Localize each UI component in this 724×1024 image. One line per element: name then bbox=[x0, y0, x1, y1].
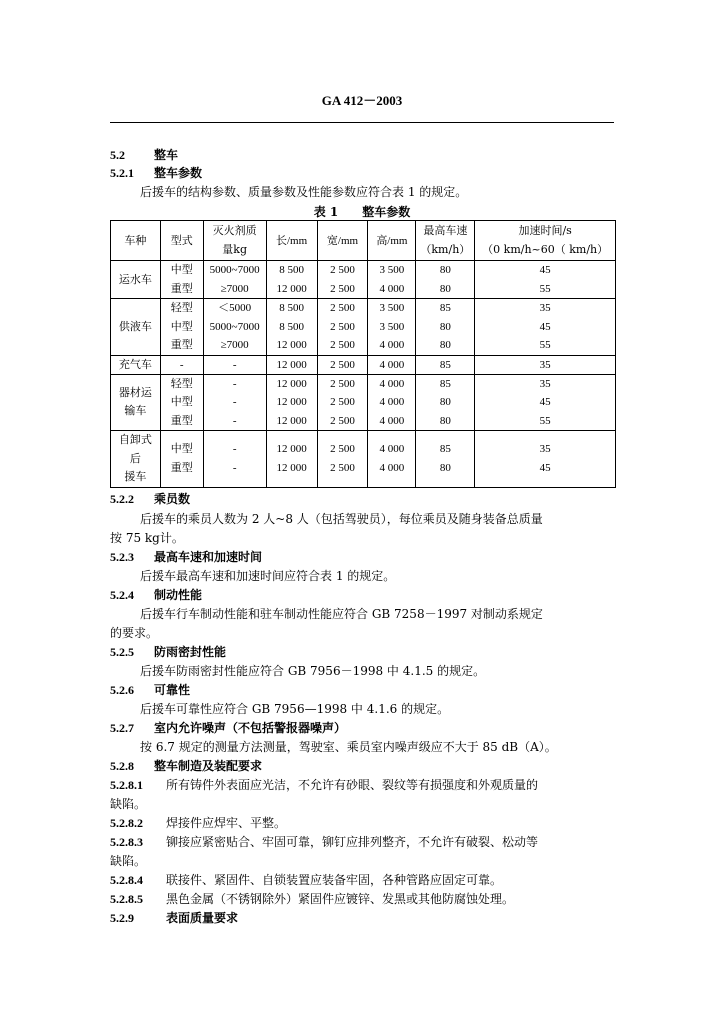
cell-value: 85 bbox=[439, 377, 451, 390]
section-number: 5.2.5 bbox=[110, 645, 134, 659]
paragraph: 后援车的结构参数、质量参数及性能参数应符合表 1 的规定。 bbox=[140, 185, 468, 199]
cell-value: 55 bbox=[539, 282, 551, 295]
model-cell bbox=[160, 431, 203, 488]
header-line: 灭火剂质 bbox=[212, 224, 257, 237]
paragraph-line: 后援车可靠性应符合 GB 7956—1998 中 4.1.6 的规定。 bbox=[140, 702, 450, 716]
cell-value: 55 bbox=[539, 339, 551, 351]
cell-value: 12 000 bbox=[276, 339, 307, 351]
cell-value: 35 bbox=[539, 302, 551, 314]
section-number: 5.2.8 bbox=[110, 759, 134, 773]
section-5-2-3-heading bbox=[110, 548, 616, 566]
clause-number: 5.2.8.1 bbox=[110, 778, 143, 792]
section-title: 可靠性 bbox=[154, 683, 191, 697]
paragraph-line: 的要求。 bbox=[110, 626, 159, 640]
header-line: 量kg bbox=[222, 242, 248, 256]
clause-number: 5.2.8.2 bbox=[110, 816, 143, 830]
cell-value: 2 500 bbox=[330, 339, 355, 351]
cell-value: 4 000 bbox=[379, 396, 405, 408]
cell-value: 55 bbox=[539, 414, 551, 427]
header-cell: 高/mm bbox=[368, 221, 416, 261]
section-5-2-7-heading bbox=[110, 719, 616, 737]
model-cell bbox=[160, 261, 203, 299]
accel-cell bbox=[475, 431, 616, 488]
cell-value: 45 bbox=[539, 320, 551, 333]
accel-cell: 35 bbox=[475, 355, 616, 374]
cell-value: 轻型 bbox=[170, 376, 193, 390]
paragraph-line: 后援车最高车速和加速时间应符合表 1 的规定。 bbox=[140, 569, 396, 583]
vehicle-type-cell bbox=[111, 374, 161, 431]
section-title: 乘员数 bbox=[154, 492, 191, 506]
cell-value: 12 000 bbox=[276, 282, 307, 295]
vehicle-type-cell bbox=[111, 431, 161, 488]
height-cell: 4 000 bbox=[368, 355, 416, 374]
cell-value: ＜5000 bbox=[218, 302, 252, 314]
cell-value: 2 500 bbox=[330, 461, 355, 474]
cell-value: 输车 bbox=[124, 404, 147, 418]
section-number: 5.2.7 bbox=[110, 721, 134, 735]
cell-value: 2 500 bbox=[330, 396, 355, 408]
agent-mass-cell bbox=[203, 261, 266, 299]
standard-code-header: GA 412－2003 bbox=[321, 93, 403, 108]
cell-value: 器材运 bbox=[118, 385, 152, 399]
cell-value: ≥7000 bbox=[220, 339, 249, 351]
cell-value: 4 000 bbox=[379, 282, 405, 295]
paragraph-line: 后援车的乘员人数为 2 人~8 人（包括驾驶员），每位乘员及随身装备总质量 bbox=[140, 512, 543, 526]
accel-cell bbox=[475, 299, 616, 356]
cell-value: 轻型 bbox=[170, 301, 193, 314]
cell-value: - bbox=[232, 443, 237, 456]
cell-value: 4 000 bbox=[379, 443, 405, 456]
cell-value: 2 500 bbox=[330, 320, 355, 333]
clause-5-2-8-1 bbox=[110, 776, 616, 794]
cell-value: 重型 bbox=[170, 413, 193, 427]
section-title: 整车 bbox=[154, 148, 179, 162]
cell-value: 中型 bbox=[170, 395, 193, 408]
header-cell: 宽/mm bbox=[317, 221, 368, 261]
clause-5-2-8-5 bbox=[110, 890, 616, 908]
table-row bbox=[111, 299, 616, 356]
cell-value: 重型 bbox=[170, 460, 193, 474]
section-5-2-1-heading bbox=[110, 164, 616, 182]
cell-value: - bbox=[232, 414, 237, 427]
clause-number: 5.2.8.3 bbox=[110, 835, 143, 849]
cell-value: - bbox=[232, 377, 237, 390]
speed-cell bbox=[416, 261, 475, 299]
cell-value: 4 000 bbox=[379, 377, 405, 390]
cell-value: 重型 bbox=[170, 338, 193, 351]
width-cell bbox=[317, 374, 368, 431]
paragraph-line: 按 75 kg计。 bbox=[110, 531, 184, 545]
cell-value: 85 bbox=[439, 302, 451, 314]
section-5-2-4-heading bbox=[110, 586, 616, 604]
header-cell bbox=[475, 221, 616, 261]
vehicle-parameters-table bbox=[110, 220, 616, 488]
cell-value: 80 bbox=[439, 264, 451, 276]
cell-value: 80 bbox=[439, 396, 451, 408]
cell-value: 2 500 bbox=[330, 377, 355, 390]
section-number: 5.2.6 bbox=[110, 683, 134, 697]
cell-value: 45 bbox=[539, 396, 551, 408]
model-cell bbox=[160, 299, 203, 356]
section-5-2-8-heading bbox=[110, 757, 616, 775]
clause-number: 5.2.8.5 bbox=[110, 892, 143, 906]
clause-text: 联接件、紧固件、自锁装置应装备牢固，各种管路应固定可靠。 bbox=[166, 873, 503, 887]
vehicle-type-cell: 供液车 bbox=[111, 299, 161, 356]
cell-value: 80 bbox=[439, 320, 451, 333]
height-cell bbox=[368, 299, 416, 356]
cell-value: 80 bbox=[439, 282, 451, 295]
section-title: 整车参数 bbox=[154, 166, 203, 180]
length-cell bbox=[266, 374, 317, 431]
section-5-2-6-heading bbox=[110, 681, 616, 699]
speed-cell bbox=[416, 374, 475, 431]
cell-value: 5000~7000 bbox=[209, 320, 260, 333]
cell-value: 12 000 bbox=[276, 443, 307, 456]
table-row bbox=[111, 431, 616, 488]
cell-value: 2 500 bbox=[330, 282, 355, 295]
height-cell bbox=[368, 374, 416, 431]
cell-value: ≥7000 bbox=[220, 282, 249, 295]
section-5-2-heading bbox=[110, 146, 616, 164]
cell-value: 3 500 bbox=[379, 264, 405, 276]
cell-value: 中型 bbox=[170, 319, 193, 333]
cell-value: 8 500 bbox=[279, 264, 304, 276]
cell-value: 2 500 bbox=[330, 264, 355, 276]
table-row bbox=[111, 355, 616, 374]
cell-value: 8 500 bbox=[279, 320, 304, 333]
cell-value: 援车 bbox=[124, 470, 147, 483]
cell-value: 35 bbox=[539, 377, 551, 390]
paragraph-line: 缺陷。 bbox=[110, 797, 147, 811]
cell-value: 80 bbox=[439, 461, 451, 474]
cell-value: 45 bbox=[539, 461, 551, 474]
clause-text: 铆接应紧密贴合、牢固可靠，铆钉应排列整齐，不允许有破裂、松动等 bbox=[166, 835, 539, 849]
section-title: 最高车速和加速时间 bbox=[154, 550, 263, 564]
cell-value: 后 bbox=[129, 451, 141, 465]
cell-value: 2 500 bbox=[330, 443, 355, 456]
cell-value: 12 000 bbox=[276, 396, 307, 408]
paragraph-line: 按 6.7 规定的测量方法测量，驾驶室、乘员室内噪声级应不大于 85 dB（A）。 bbox=[140, 740, 557, 754]
section-title: 制动性能 bbox=[154, 588, 203, 602]
section-5-2-2-heading bbox=[110, 490, 616, 508]
height-cell bbox=[368, 431, 416, 488]
vehicle-type-cell: 运水车 bbox=[111, 261, 161, 299]
cell-value: 8 500 bbox=[279, 302, 304, 314]
cell-value: - bbox=[232, 396, 237, 408]
cell-value: 4 000 bbox=[379, 414, 405, 427]
section-title: 整车制造及装配要求 bbox=[154, 759, 263, 773]
vehicle-type-cell: 充气车 bbox=[111, 355, 161, 374]
cell-value: 12 000 bbox=[276, 414, 307, 427]
length-cell bbox=[266, 261, 317, 299]
paragraph-line: 后援车防雨密封性能应符合 GB 7956－1998 中 4.1.5 的规定。 bbox=[140, 664, 486, 678]
header-cell: 型式 bbox=[160, 221, 203, 261]
header-cell bbox=[203, 221, 266, 261]
width-cell bbox=[317, 431, 368, 488]
cell-value: 4 000 bbox=[379, 461, 405, 474]
header-cell: 长/mm bbox=[266, 221, 317, 261]
agent-mass-cell: - bbox=[203, 355, 266, 374]
header-line: 加速时间/s bbox=[518, 224, 572, 237]
table-caption: 表 1 整车参数 bbox=[313, 205, 411, 219]
paragraph-line: 后援车行车制动性能和驻车制动性能应符合 GB 7258－1997 对制动系规定 bbox=[140, 607, 543, 621]
cell-value: 重型 bbox=[170, 281, 193, 295]
section-5-2-5-heading bbox=[110, 643, 616, 661]
width-cell bbox=[317, 261, 368, 299]
cell-value: 85 bbox=[439, 443, 451, 456]
cell-value: 45 bbox=[539, 264, 551, 276]
header-line: （km/h） bbox=[420, 242, 471, 256]
length-cell bbox=[266, 431, 317, 488]
model-cell: - bbox=[160, 355, 203, 374]
cell-value: 4 000 bbox=[379, 339, 405, 351]
section-number: 5.2.2 bbox=[110, 492, 134, 506]
cell-value: 80 bbox=[439, 339, 451, 351]
section-number: 5.2 bbox=[110, 148, 125, 162]
section-title: 防雨密封性能 bbox=[154, 645, 227, 659]
agent-mass-cell bbox=[203, 431, 266, 488]
length-cell bbox=[266, 299, 317, 356]
agent-mass-cell bbox=[203, 299, 266, 356]
cell-value: 中型 bbox=[170, 263, 193, 276]
cell-value: 12 000 bbox=[276, 461, 307, 474]
cell-value: 3 500 bbox=[379, 302, 405, 314]
speed-cell bbox=[416, 431, 475, 488]
section-title: 室内允许噪声（不包括警报器噪声） bbox=[154, 721, 347, 735]
table-header-row bbox=[111, 221, 616, 261]
cell-value: - bbox=[232, 461, 237, 474]
cell-value: 自卸式 bbox=[118, 433, 152, 446]
length-cell: 12 000 bbox=[266, 355, 317, 374]
section-title: 表面质量要求 bbox=[166, 911, 239, 925]
header-cell: 车种 bbox=[111, 221, 161, 261]
header-line: 最高车速 bbox=[423, 224, 468, 237]
width-cell: 2 500 bbox=[317, 355, 368, 374]
cell-value: 80 bbox=[439, 414, 451, 427]
header-cell bbox=[416, 221, 475, 261]
cell-value: 12 000 bbox=[276, 377, 307, 390]
clause-5-2-8-4 bbox=[110, 871, 616, 889]
header-line: （0 km/h~60（ km/h） bbox=[482, 242, 609, 256]
clause-text: 所有铸件外表面应光洁，不允许有砂眼、裂纹等有损强度和外观质量的 bbox=[166, 778, 539, 792]
paragraph-line: 缺陷。 bbox=[110, 854, 147, 868]
accel-cell bbox=[475, 261, 616, 299]
section-number: 5.2.4 bbox=[110, 588, 134, 602]
clause-text: 黑色金属（不锈钢除外）紧固件应镀锌、发黑或其他防腐蚀处理。 bbox=[166, 892, 515, 906]
model-cell bbox=[160, 374, 203, 431]
clause-number: 5.2.8.4 bbox=[110, 873, 143, 887]
section-5-2-9-heading bbox=[110, 909, 616, 927]
speed-cell: 85 bbox=[416, 355, 475, 374]
cell-value: 2 500 bbox=[330, 414, 355, 427]
cell-value: 35 bbox=[539, 443, 551, 456]
table-row bbox=[111, 261, 616, 299]
width-cell bbox=[317, 299, 368, 356]
table-row bbox=[111, 374, 616, 431]
clause-text: 焊接件应焊牢、平整。 bbox=[166, 816, 287, 830]
height-cell bbox=[368, 261, 416, 299]
section-number: 5.2.9 bbox=[110, 911, 134, 925]
agent-mass-cell bbox=[203, 374, 266, 431]
cell-value: 5000~7000 bbox=[209, 264, 260, 276]
cell-value: 2 500 bbox=[330, 302, 355, 314]
speed-cell bbox=[416, 299, 475, 356]
section-number: 5.2.3 bbox=[110, 550, 134, 564]
clause-5-2-8-2 bbox=[110, 814, 616, 832]
header-rule bbox=[110, 122, 614, 123]
accel-cell bbox=[475, 374, 616, 431]
cell-value: 中型 bbox=[170, 442, 193, 456]
clause-5-2-8-3 bbox=[110, 833, 616, 851]
cell-value: 3 500 bbox=[379, 320, 405, 333]
section-number: 5.2.1 bbox=[110, 166, 134, 180]
